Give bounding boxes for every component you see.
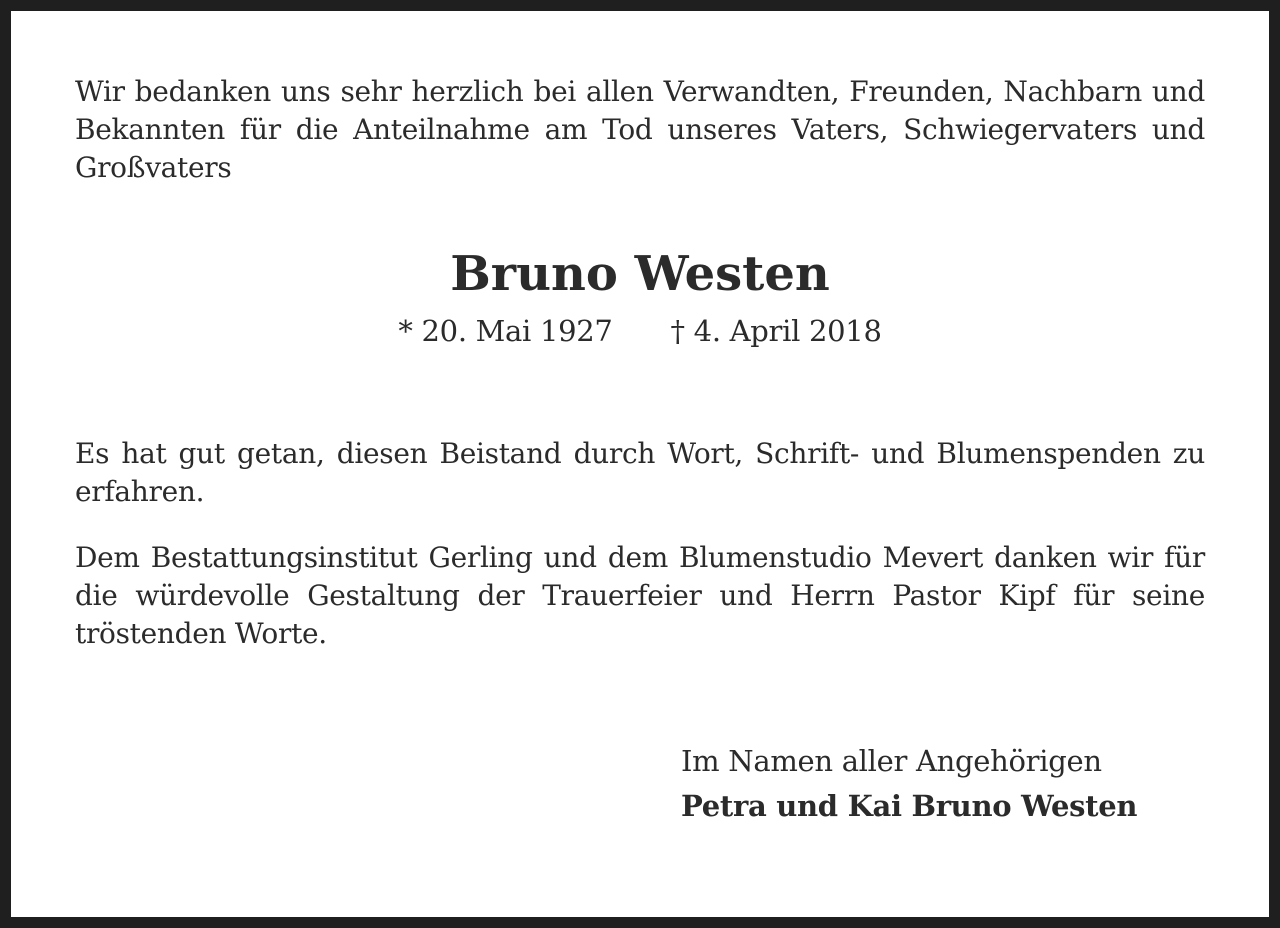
birth-date: * 20. Mai 1927 xyxy=(398,314,613,348)
obituary-content xyxy=(11,11,1269,917)
body-paragraph-2: Dem Bestattungsinstitut Gerling und dem Blumenstudio Mevert danken wir für die würdevolle Gestaltung der Trauerfeier und Herrn Pastor Kipf für seine tröstenden Worte. xyxy=(75,541,1205,650)
body-paragraph-1: Es hat gut getan, diesen Beistand durch Wort, Schrift- und Blumenspenden zu erfahren. xyxy=(75,437,1205,508)
signature-names: Petra und Kai Bruno Westen xyxy=(681,789,1138,823)
closing-line: Im Namen aller Angehörigen xyxy=(681,744,1102,778)
life-dates xyxy=(75,311,1205,351)
death-date: † 4. April 2018 xyxy=(670,314,882,348)
signature-block xyxy=(681,739,1205,829)
deceased-name: Bruno Westen xyxy=(450,246,830,302)
thanks-intro-paragraph: Wir bedanken uns sehr herzlich bei allen Verwandten, Freunden, Nachbarn und Bekannten für die Anteilnahme am Tod unseres Vaters, Schwiegervaters und Großvaters xyxy=(75,75,1205,184)
